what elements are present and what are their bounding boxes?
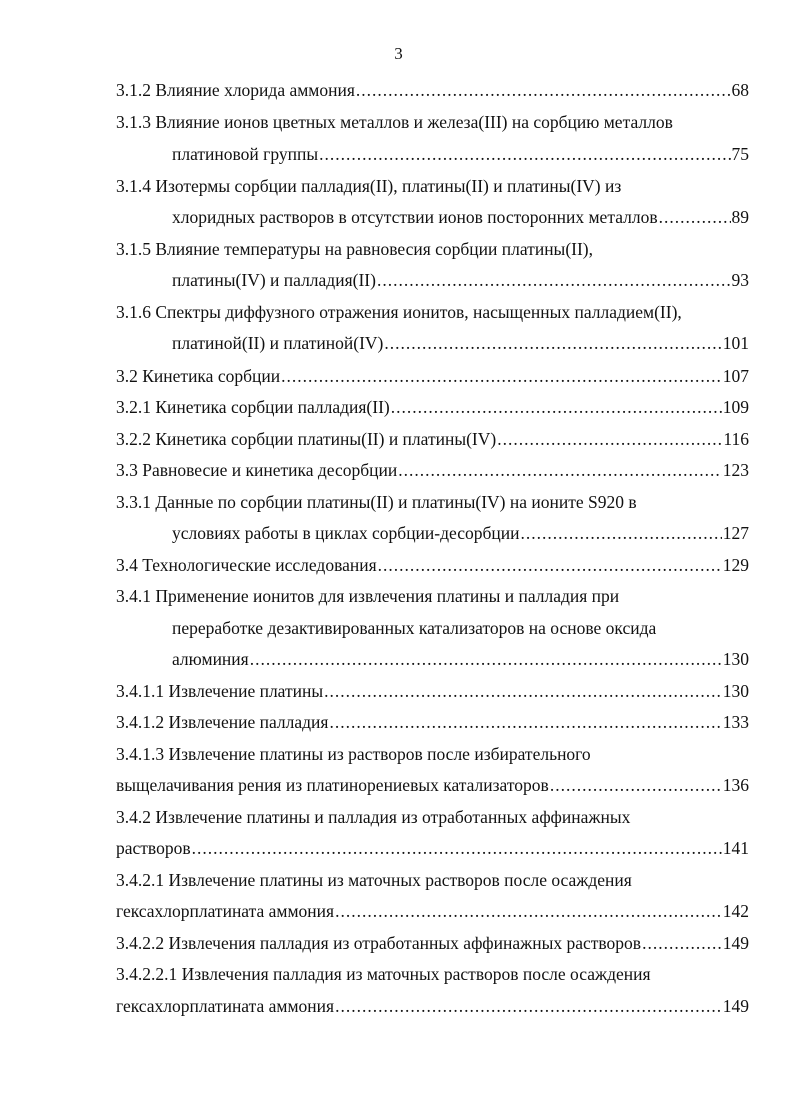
leader-dots: [377, 268, 731, 292]
leader-dots: [281, 364, 722, 388]
toc-entry-3-4-2-2-1-line-1: 3.4.2.2.1 Извлечения палладия из маточных растворов после осаждения: [116, 964, 651, 984]
toc-entry-3-4-1-2: [116, 710, 749, 734]
toc-entry-page: 142: [722, 901, 749, 921]
leader-dots: [324, 679, 722, 703]
toc-entry-3-4-2-2-1: [116, 994, 749, 1018]
toc-entry-3-1-3-line-1: 3.1.3 Влияние ионов цветных металлов и железа(III) на сорбцию металлов: [116, 112, 673, 132]
toc-entry-title: 3.2.2 Кинетика сорбции платины(II) и платины(IV): [116, 429, 497, 449]
toc-entry-3-4-2-1: [116, 899, 749, 923]
toc-entry-3-1-5-line-1: 3.1.5 Влияние температуры на равновесия сорбции платины(II),: [116, 239, 594, 259]
leader-dots: [335, 994, 722, 1018]
toc-entry-title: 3.4.1.2 Извлечение палладия: [116, 712, 329, 732]
toc-entry-3-1-6: [172, 331, 749, 355]
leader-dots: [659, 205, 731, 229]
toc-entry-3-4-1-1: [116, 679, 749, 703]
page-number: 3: [394, 44, 403, 63]
toc-entry-3-1-4-line-1: 3.1.4 Изотермы сорбции палладия(II), платины(II) и платины(IV) из: [116, 176, 622, 196]
toc-entry-title: алюминия: [172, 649, 249, 669]
toc-entry-3-3: [116, 458, 749, 482]
toc-entry-page: 75: [731, 144, 749, 164]
toc-entry-page: 116: [723, 429, 749, 449]
toc-entry-page: 107: [722, 366, 749, 386]
leader-dots: [550, 773, 722, 797]
toc-entry-3-4-1-line-2: переработке дезактивированных катализаторов на основе оксида: [172, 618, 657, 638]
toc-entry-page: 109: [722, 397, 749, 417]
toc-entry-3-1-3: [172, 142, 749, 166]
toc-entry-title: 3.1.2 Влияние хлорида аммония: [116, 80, 355, 100]
toc-entry-title: 3.2 Кинетика сорбции: [116, 366, 281, 386]
toc-entry-page: 136: [722, 775, 749, 795]
toc-entry-page: 130: [722, 649, 749, 669]
toc-entry-page: 68: [731, 80, 749, 100]
toc-entry-page: 149: [722, 933, 749, 953]
toc-entry-3-4-2-line-1: 3.4.2 Извлечение платины и палладия из отработанных аффинажных: [116, 807, 631, 827]
toc-entry-title: 3.4.1.1 Извлечение платины: [116, 681, 324, 701]
toc-entry-title: растворов: [116, 838, 191, 858]
toc-entry-page: 123: [722, 460, 749, 480]
toc-entry-3-2: [116, 364, 749, 388]
toc-entry-page: 149: [722, 996, 749, 1016]
leader-dots: [192, 836, 722, 860]
leader-dots: [642, 931, 722, 955]
leader-dots: [319, 142, 730, 166]
leader-dots: [250, 647, 722, 671]
toc-entry-page: 129: [722, 555, 749, 575]
leader-dots: [398, 458, 721, 482]
toc-entry-3-4-1: [172, 647, 749, 671]
leader-dots: [378, 553, 722, 577]
toc-entry-3-4-1-3: [116, 773, 749, 797]
toc-entry-title: условиях работы в циклах сорбции-десорбции: [172, 523, 520, 543]
toc-entry-3-3-1: [172, 521, 749, 545]
toc-entry-page: 101: [722, 333, 749, 353]
toc-entry-3-1-5: [172, 268, 749, 292]
toc-entry-page: 141: [722, 838, 749, 858]
leader-dots: [329, 710, 721, 734]
toc-entry-3-2-2: [116, 427, 749, 451]
toc-entry-title: платины(IV) и палладия(II): [172, 270, 376, 290]
toc-entry-title: гексахлорплатината аммония: [116, 901, 335, 921]
toc-entry-3-2-1: [116, 395, 749, 419]
toc-entry-3-1-2: [116, 78, 749, 102]
toc-entry-title: 3.4 Технологические исследования: [116, 555, 377, 575]
toc-entry-3-4-1-3-line-1: 3.4.1.3 Извлечение платины из растворов после избирательного: [116, 744, 591, 764]
leader-dots: [521, 521, 722, 545]
leader-dots: [356, 78, 731, 102]
toc-entry-title: выщелачивания рения из платинорениевых катализаторов: [116, 775, 549, 795]
toc-entry-title: гексахлорплатината аммония: [116, 996, 335, 1016]
toc-entry-title: 3.2.1 Кинетика сорбции палладия(II): [116, 397, 390, 417]
leader-dots: [497, 427, 722, 451]
toc-entry-3-3-1-line-1: 3.3.1 Данные по сорбции платины(II) и платины(IV) на ионите S920 в: [116, 492, 637, 512]
toc-entry-3-4-2: [116, 836, 749, 860]
toc-entry-title: платиновой группы: [172, 144, 319, 164]
toc-entry-3-4-2-2: [116, 931, 749, 955]
toc-entry-3-4-2-1-line-1: 3.4.2.1 Извлечение платины из маточных растворов после осаждения: [116, 870, 632, 890]
toc-entry-page: 127: [722, 523, 749, 543]
toc-entry-3-1-6-line-1: 3.1.6 Спектры диффузного отражения ионитов, насыщенных палладием(II),: [116, 302, 682, 322]
toc-entry-page: 130: [722, 681, 749, 701]
toc-entry-page: 89: [731, 207, 749, 227]
toc-entry-3-4: [116, 553, 749, 577]
toc-entry-page: 133: [722, 712, 749, 732]
toc-entry-3-1-4: [172, 205, 749, 229]
toc-entry-title: 3.3 Равновесие и кинетика десорбции: [116, 460, 398, 480]
toc-entry-title: платиной(II) и платиной(IV): [172, 333, 384, 353]
leader-dots: [335, 899, 722, 923]
toc-entry-title: хлоридных растворов в отсутствии ионов посторонних металлов: [172, 207, 658, 227]
toc-entry-page: 93: [731, 270, 749, 290]
leader-dots: [384, 331, 721, 355]
leader-dots: [391, 395, 722, 419]
toc-entry-3-4-1-line-1: 3.4.1 Применение ионитов для извлечения платины и палладия при: [116, 586, 620, 606]
toc-entry-title: 3.4.2.2 Извлечения палладия из отработанных аффинажных растворов: [116, 933, 642, 953]
